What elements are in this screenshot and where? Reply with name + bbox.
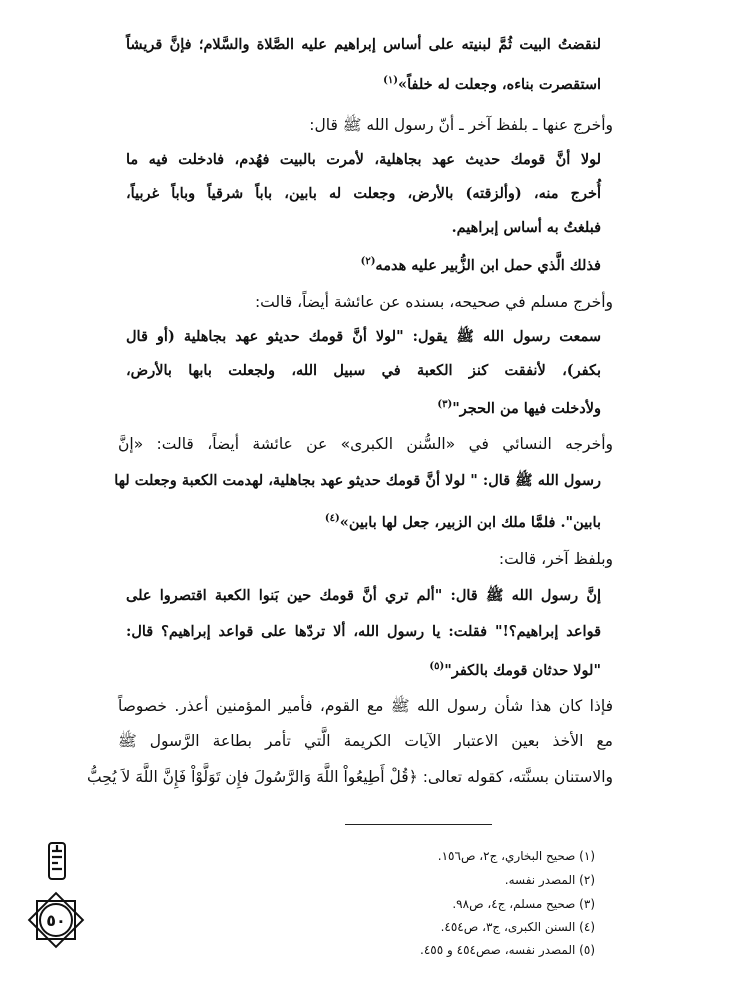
text-line [118, 290, 613, 314]
footnote-marker[interactable]: (٥) [429, 661, 445, 672]
text-line [126, 325, 601, 349]
text-line [126, 182, 601, 206]
footnote-item: (٢) المصدر نفسه. [504, 873, 595, 887]
text-line [126, 148, 601, 172]
text-line [126, 250, 601, 274]
text-line [126, 216, 601, 240]
footnote-marker[interactable]: (٤) [324, 513, 340, 524]
footnote-marker[interactable]: (٣) [437, 399, 453, 410]
text-line [118, 694, 613, 718]
text-line [126, 620, 601, 644]
text-line [87, 765, 613, 789]
text-line [118, 547, 613, 571]
text-line-content: أُخرج منه، (وألزقته) بالأرض، وجعلت له بابين، باباً شرقياً وباباً غربياً، [126, 185, 601, 202]
text-line [126, 655, 601, 679]
text-line-content: فبلغتُ به أساس إبراهيم. [451, 219, 601, 236]
text-line-content: وأخرج عنها ـ بلفظ آخر ـ أنّ رسول الله ﷺ قال: [309, 116, 613, 134]
text-line-content: بابين". فلمَّا ملك ابن الزبير، جعل لها بابين» [339, 513, 601, 531]
text-line-content: رسول الله ﷺ قال: " لولا أنَّ قومك حديثو عهد بجاهلية، لهدمت الكعبة وجعلت لها [114, 472, 601, 489]
text-line [126, 33, 601, 57]
text-line-content: إنَّ رسول الله ﷺ قال: "ألم تري أنَّ قومك حين بَنوا الكعبة اقتصروا على [126, 587, 601, 604]
text-line-content: وأخرج مسلم في صحيحه، بسنده عن عائشة أيضاً، قالت: [254, 293, 613, 311]
text-line-content: مع الأخذ بعين الاعتبار الآيات الكريمة الَّتي تأمر بطاعة الرَّسول ﷺ [118, 732, 613, 750]
footnote-marker[interactable]: (٢) [360, 256, 376, 267]
text-line [126, 359, 601, 383]
footnote-separator [345, 824, 492, 825]
text-line [126, 393, 601, 417]
text-line-content: لولا أنَّ قومك حديث عهد بجاهلية، لأمرت بالبيت فهُدم، فادخلت فيه ما [126, 151, 601, 168]
footnote-item: (٣) صحيح مسلم، ج٤، ص٩٨. [452, 897, 595, 911]
text-line [118, 113, 613, 137]
text-line-content: بكفر)، لأنفقت كنز الكعبة في سبيل الله، ولجعلت بابها بالأرض، [126, 362, 601, 379]
text-line-content: "لولا حدثان قومك بالكفر" [444, 661, 601, 679]
text-line [114, 469, 601, 493]
page-number: ٥٠ [46, 910, 66, 930]
text-line-content: سمعت رسول الله ﷺ يقول: "لولا أنَّ قومك حديثو عهد بجاهلية (أو قال [126, 328, 601, 345]
text-line-content: فذلك الَّذي حمل ابن الزُّبير عليه هدمه [375, 256, 601, 274]
footnote-item: (٤) السنن الكبرى، ج٣، ص٤٥٤. [440, 920, 595, 934]
footnote-marker[interactable]: (١) [383, 75, 398, 86]
text-line-content: وبلفظ آخر، قالت: [498, 550, 613, 568]
text-line [126, 69, 601, 93]
text-line-content: لنقضتُ البيت ثُمَّ لبنيته على أساس إبراهيم عليه الصَّلاة والسَّلام؛ فإنَّ قريشاً [126, 36, 601, 53]
text-line [126, 584, 601, 608]
text-line [118, 432, 613, 456]
text-line-content: ولأدخلت فيها من الحجر" [452, 399, 601, 417]
text-line-content: وأخرجه النسائي في «السُّنن الكبرى» عن عائشة أيضاً، قالت: «إنَّ [118, 435, 613, 453]
text-line-content: استقصرت بناءه، وجعلت له خلفاً» [398, 75, 601, 93]
text-line-content: فإذا كان هذا شأن رسول الله ﷺ مع القوم، فأمير المؤمنين أعذر. خصوصاً [118, 697, 613, 715]
publisher-logo-icon [46, 841, 68, 881]
text-line [126, 507, 601, 531]
footnote-item: (١) صحيح البخاري، ج٢، ص١٥٦. [437, 849, 595, 863]
text-line [118, 729, 613, 753]
text-line-content: والاستنان بسنَّته، كقوله تعالى: ﴿قُلْ أَطِيعُواْ اللَّهَ وَالرَّسُولَ فإِن تَوَلَّوْاْ فَإِنَّ اللَّهَ لاَ يُحِبُّ [87, 768, 613, 786]
footnote-item: (٥) المصدر نفسه، صص٤٥٤ و ٤٥٥. [420, 943, 595, 957]
text-line-content: قواعد إبراهيم؟!" فقلت: يا رسول الله، ألا تردّها على قواعد إبراهيم؟ قال: [126, 623, 601, 640]
